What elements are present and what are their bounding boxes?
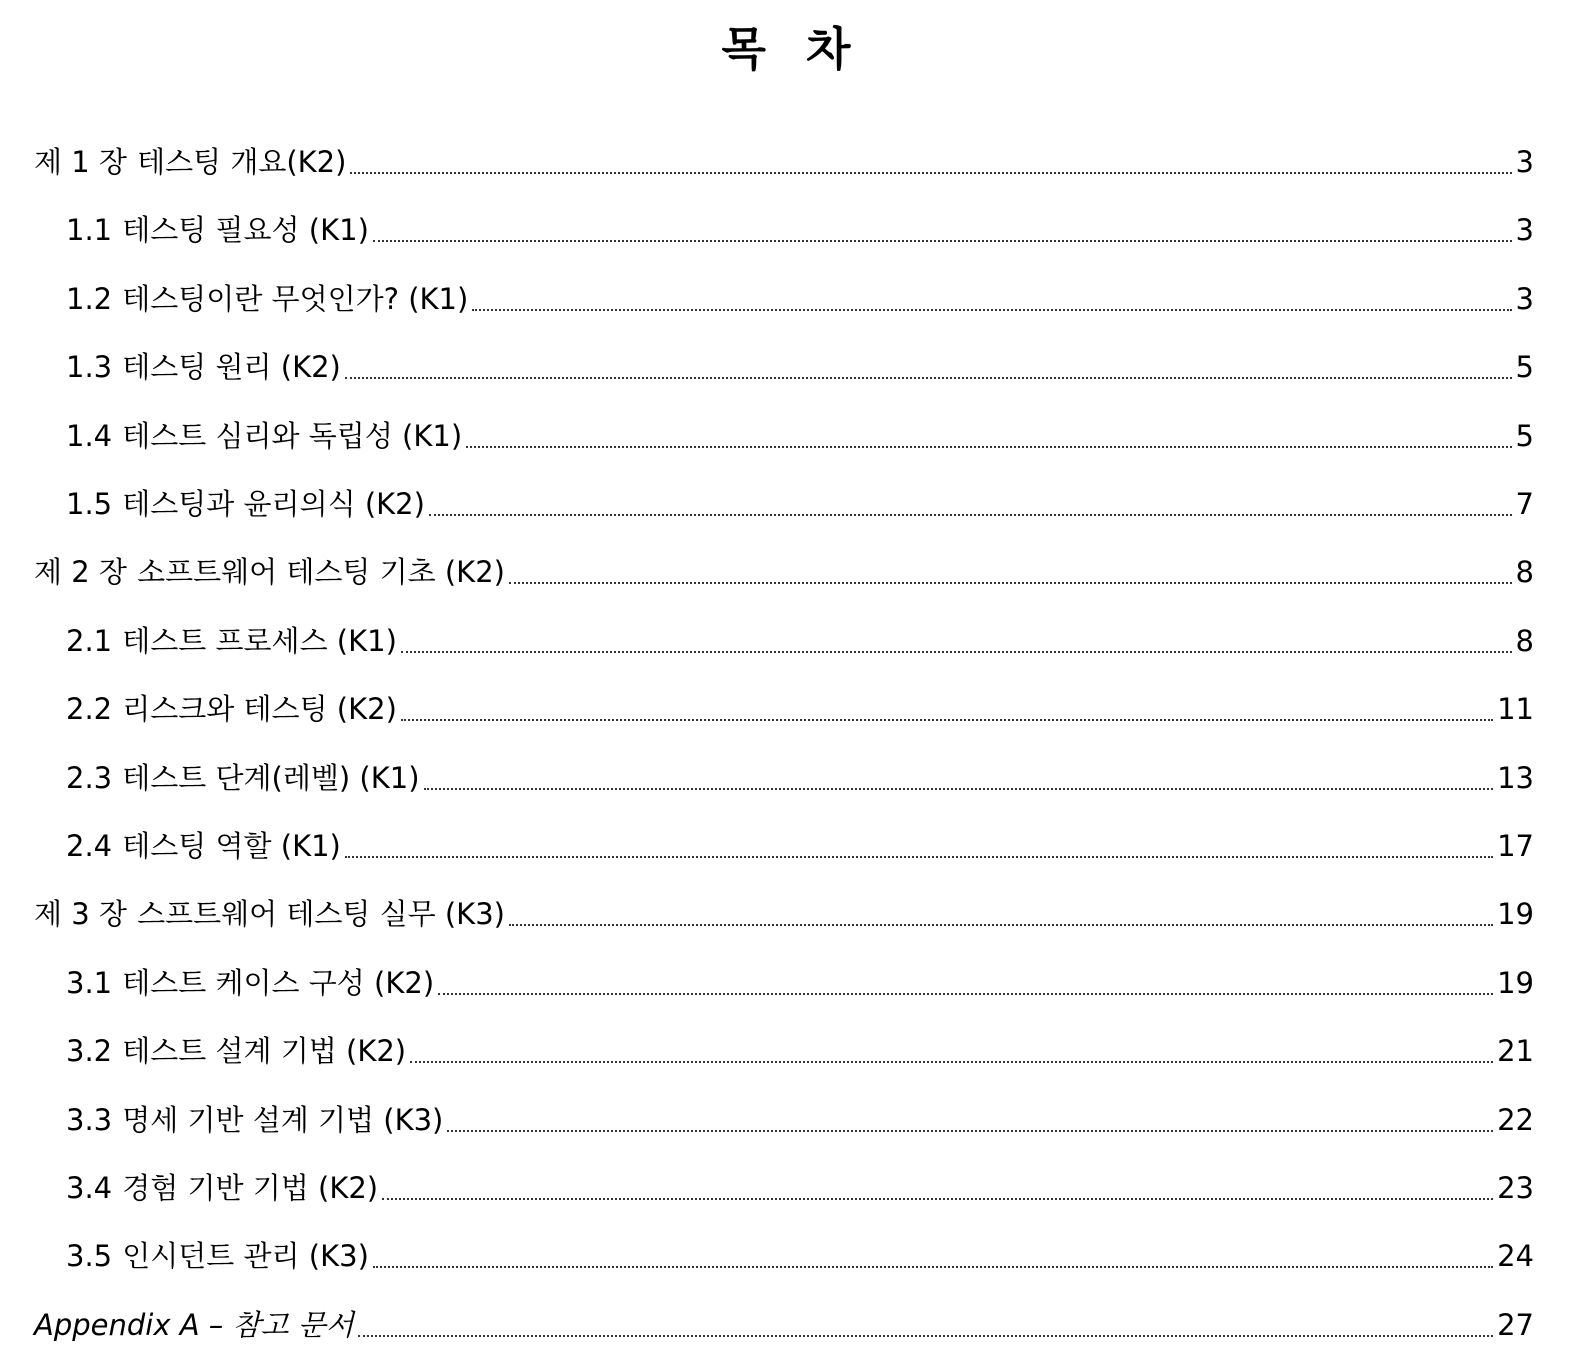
toc-entry-label <box>66 347 341 393</box>
toc-page-number: 8 <box>1515 624 1534 658</box>
toc-section-entry[interactable] <box>66 804 1534 872</box>
toc-section-entry[interactable] <box>66 1146 1534 1214</box>
toc-entry-number: 2.4 <box>66 829 113 863</box>
toc-entry-text: 테스트 단계(레벨) (K1) <box>122 761 420 795</box>
toc-section-entry[interactable] <box>66 941 1534 1009</box>
toc-entry-label <box>34 552 505 598</box>
toc-page-number: 11 <box>1497 692 1534 726</box>
toc-section-entry[interactable] <box>66 394 1534 462</box>
toc-entry-text: 테스트 설계 기법 (K2) <box>122 1034 407 1068</box>
toc-chapter-entry[interactable] <box>34 1283 1534 1351</box>
toc-chapter-entry[interactable] <box>34 120 1534 188</box>
toc-entry-number: 제 2 장 <box>34 555 127 589</box>
toc-entry-label <box>66 1031 406 1077</box>
toc-dot-leader <box>429 514 1512 516</box>
toc-page-number: 13 <box>1497 761 1534 795</box>
toc-section-entry[interactable] <box>66 462 1534 530</box>
toc-entry-number: 제 1 장 <box>34 145 127 179</box>
toc-entry-number: 2.1 <box>66 624 113 658</box>
toc-entry-text: 소프트웨어 테스팅 기초 (K2) <box>137 555 505 589</box>
toc-entry-number: 3.4 <box>66 1171 113 1205</box>
toc-page-number: 5 <box>1515 350 1534 384</box>
toc-entry-label <box>66 826 341 872</box>
toc-entry-label <box>66 279 468 325</box>
toc-dot-leader <box>345 377 1512 379</box>
toc-page-number: 3 <box>1515 282 1534 316</box>
page-title: 목 차 <box>721 22 863 76</box>
toc-dot-leader <box>410 1061 1493 1063</box>
toc-entry-number: 1.3 <box>66 350 113 384</box>
toc-page-number: 7 <box>1515 487 1534 521</box>
toc-entry-number: 1.4 <box>66 419 113 453</box>
toc-entry-text: 인시던트 관리 (K3) <box>122 1239 369 1273</box>
toc-page-number: 24 <box>1497 1239 1534 1273</box>
toc-dot-leader <box>401 651 1512 653</box>
toc-page-number: 22 <box>1497 1103 1534 1137</box>
toc-entry-label <box>66 1100 443 1146</box>
toc-page-number: 17 <box>1497 829 1534 863</box>
toc-entry-number: 3.2 <box>66 1034 113 1068</box>
toc-section-entry[interactable] <box>66 257 1534 325</box>
toc-section-entry[interactable] <box>66 188 1534 256</box>
toc-dot-leader <box>509 582 1512 584</box>
toc-page-number: 19 <box>1497 897 1534 931</box>
toc-page-number: 23 <box>1497 1171 1534 1205</box>
toc-dot-leader <box>373 240 1512 242</box>
toc-entry-text: 경험 기반 기법 (K2) <box>122 1171 379 1205</box>
toc-entry-number: 2.3 <box>66 761 113 795</box>
toc-entry-label <box>66 210 369 256</box>
toc-entry-text: 스프트웨어 테스팅 실무 (K3) <box>137 897 505 931</box>
toc-chapter-entry[interactable] <box>34 872 1534 940</box>
toc-entry-text: Appendix A – 참고 문서 <box>34 1308 354 1342</box>
toc-entry-label <box>66 963 434 1009</box>
toc-entry-number: 제 3 장 <box>34 897 127 931</box>
toc-page-number: 27 <box>1497 1308 1534 1342</box>
toc-entry-label <box>66 1168 378 1214</box>
toc-section-entry[interactable] <box>66 736 1534 804</box>
toc-section-entry[interactable] <box>66 1009 1534 1077</box>
toc-entry-text: 테스팅 개요(K2) <box>137 145 347 179</box>
toc-dot-leader <box>466 446 1511 448</box>
toc-dot-leader <box>401 719 1493 721</box>
toc-entry-number: 1.1 <box>66 213 113 247</box>
toc-section-entry[interactable] <box>66 325 1534 393</box>
toc-entry-text: 테스팅 필요성 (K1) <box>122 213 369 247</box>
toc-entry-label <box>66 484 425 530</box>
toc-page-number: 21 <box>1497 1034 1534 1068</box>
toc-entry-label <box>66 758 420 804</box>
toc-entry-label <box>66 1236 369 1282</box>
toc-dot-leader <box>382 1198 1493 1200</box>
toc-entry-number: 3.1 <box>66 966 113 1000</box>
toc-page-number: 19 <box>1497 966 1534 1000</box>
toc-entry-text: 리스크와 테스팅 (K2) <box>122 692 397 726</box>
toc-chapter-entry[interactable] <box>34 530 1534 598</box>
toc-entry-label <box>66 621 397 667</box>
toc-entry-text: 테스팅 역할 (K1) <box>122 829 341 863</box>
toc-entry-label <box>66 689 397 735</box>
toc-dot-leader <box>350 172 1511 174</box>
toc-entry-text: 명세 기반 설계 기법 (K3) <box>122 1103 444 1137</box>
toc-section-entry[interactable] <box>66 599 1534 667</box>
toc-section-entry[interactable] <box>66 667 1534 735</box>
toc-entry-label <box>34 142 346 188</box>
toc-section-entry[interactable] <box>66 1214 1534 1282</box>
toc-entry-number: 2.2 <box>66 692 113 726</box>
toc-entry-number: 1.5 <box>66 487 113 521</box>
toc-entry-number: 3.3 <box>66 1103 113 1137</box>
toc-entry-text: 테스팅과 윤리의식 (K2) <box>122 487 425 521</box>
toc-entry-number: 3.5 <box>66 1239 113 1273</box>
toc-entry-text: 테스트 케이스 구성 (K2) <box>122 966 435 1000</box>
toc-dot-leader <box>509 924 1493 926</box>
toc-entry-label <box>34 894 505 940</box>
toc-entry-label <box>34 1305 354 1351</box>
toc-entry-text: 테스팅 원리 (K2) <box>122 350 341 384</box>
toc-page-number: 3 <box>1515 145 1534 179</box>
toc-page-number: 5 <box>1515 419 1534 453</box>
toc-entry-text: 테스팅이란 무엇인가? (K1) <box>122 282 469 316</box>
toc-page-number: 8 <box>1515 555 1534 589</box>
toc-entry-text: 테스트 프로세스 (K1) <box>122 624 397 658</box>
toc-dot-leader <box>358 1335 1493 1337</box>
toc-dot-leader <box>472 309 1511 311</box>
toc-section-entry[interactable] <box>66 1078 1534 1146</box>
toc-dot-leader <box>373 1266 1493 1268</box>
toc-entry-text: 테스트 심리와 독립성 (K1) <box>122 419 463 453</box>
toc-dot-leader <box>424 788 1494 790</box>
toc-dot-leader <box>345 856 1493 858</box>
toc-dot-leader <box>447 1130 1493 1132</box>
toc-dot-leader <box>438 993 1493 995</box>
toc-entry-number: 1.2 <box>66 282 113 316</box>
toc-page-number: 3 <box>1515 213 1534 247</box>
toc-entry-label <box>66 416 462 462</box>
